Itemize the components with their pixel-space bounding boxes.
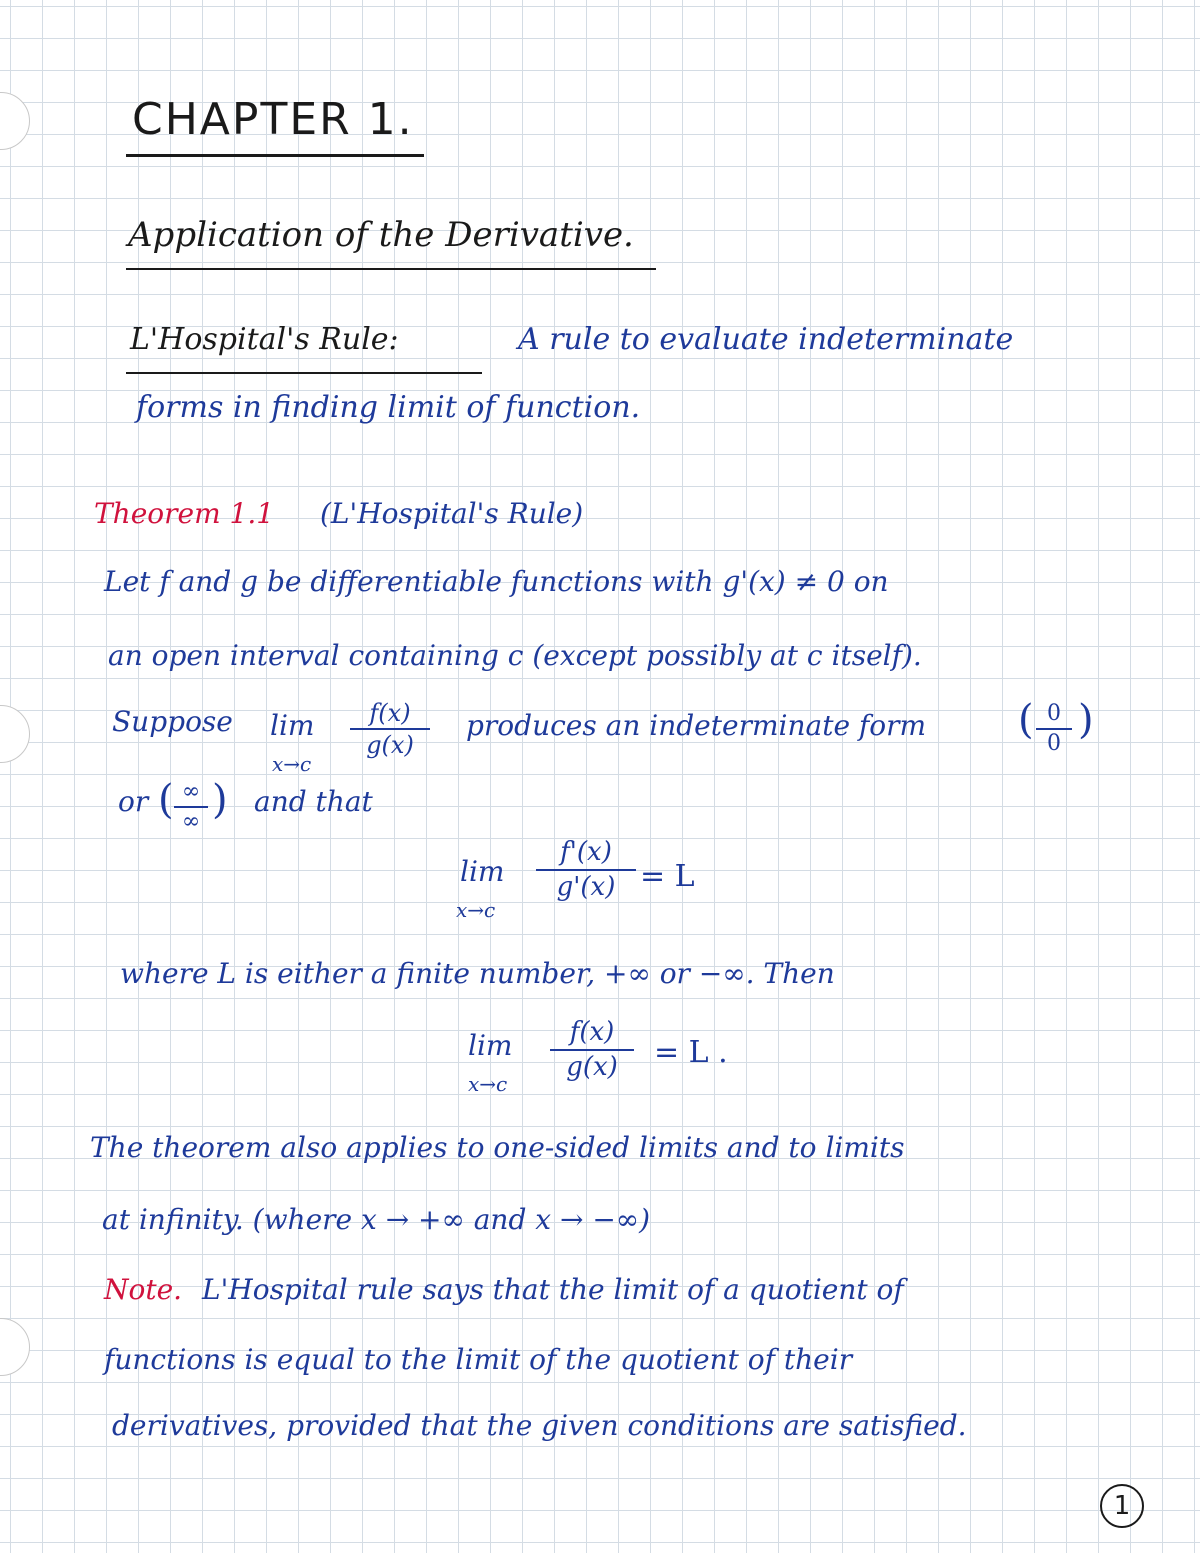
rule-term: L'Hospital's Rule: bbox=[130, 322, 399, 357]
binder-hole-3 bbox=[0, 1318, 30, 1376]
theorem-label: Theorem 1.1 bbox=[94, 497, 275, 530]
fraction-1-numerator: f(x) bbox=[369, 699, 411, 727]
form2-close-paren: ) bbox=[212, 777, 228, 823]
theorem-line2: an open interval containing c (except possibly at c itself). bbox=[108, 639, 922, 672]
extension-line1: The theorem also applies to one-sided limits and to limits bbox=[90, 1131, 905, 1164]
and-that-text: and that bbox=[254, 785, 373, 818]
lim-3: lim bbox=[468, 1029, 513, 1062]
form1-open-paren: ( bbox=[1018, 697, 1034, 743]
form1-denominator: 0 bbox=[1047, 731, 1061, 757]
fraction-2-denominator: g'(x) bbox=[556, 871, 616, 902]
extension-line2: at infinity. (where x → +∞ and x → −∞) bbox=[102, 1203, 651, 1236]
note-label: Note. bbox=[104, 1273, 183, 1306]
chapter-title: CHAPTER 1. bbox=[132, 94, 414, 145]
lim-2-subscript: x→c bbox=[456, 898, 496, 922]
binder-hole-1 bbox=[0, 92, 30, 150]
rule-description-line1: A rule to evaluate indeterminate bbox=[518, 322, 1014, 357]
form1-close-paren: ) bbox=[1078, 697, 1094, 743]
fraction-2-bar bbox=[536, 869, 636, 871]
fraction-fprime-over-gprime bbox=[536, 838, 636, 901]
form2-bar bbox=[174, 806, 208, 808]
or-word: or bbox=[118, 785, 149, 818]
fraction-1-denominator: g(x) bbox=[366, 731, 414, 760]
rule-term-underline bbox=[126, 372, 482, 374]
produces-text: produces an indeterminate form bbox=[466, 709, 927, 742]
note-line3: derivatives, provided that the given conditions are satisfied. bbox=[112, 1409, 967, 1442]
suppose-word: Suppose bbox=[112, 705, 233, 738]
fraction-3-bar bbox=[550, 1049, 634, 1051]
where-line: where L is either a finite number, +∞ or −∞. Then bbox=[120, 957, 835, 990]
rule-description-line2: forms in finding limit of function. bbox=[136, 390, 641, 425]
equals-L-1: = L bbox=[640, 859, 695, 894]
note-line1: L'Hospital rule says that the limit of a quotient of bbox=[202, 1273, 904, 1306]
lim-2: lim bbox=[460, 855, 505, 888]
lim-1: lim bbox=[270, 709, 315, 742]
chapter-subtitle-underline bbox=[126, 268, 656, 270]
form2-denominator: ∞ bbox=[181, 809, 201, 835]
equals-L-2: = L . bbox=[654, 1035, 728, 1070]
form-inf-over-inf bbox=[174, 780, 208, 834]
binder-hole-2 bbox=[0, 705, 30, 763]
fraction-f-over-g-2 bbox=[550, 1018, 634, 1081]
lim-3-subscript: x→c bbox=[468, 1072, 508, 1096]
form1-numerator: 0 bbox=[1047, 701, 1061, 726]
fraction-3-numerator: f(x) bbox=[569, 1017, 615, 1047]
theorem-name: (L'Hospital's Rule) bbox=[320, 497, 584, 530]
lim-1-subscript: x→c bbox=[272, 752, 312, 776]
chapter-subtitle: Application of the Derivative. bbox=[128, 215, 634, 255]
page-number: 1 bbox=[1100, 1484, 1144, 1528]
form2-open-paren: ( bbox=[158, 777, 174, 823]
fraction-f-over-g-1 bbox=[350, 700, 430, 759]
fraction-3-denominator: g(x) bbox=[566, 1051, 618, 1082]
fraction-2-numerator: f'(x) bbox=[560, 837, 612, 867]
note-line2: functions is equal to the limit of the quotient of their bbox=[104, 1343, 853, 1376]
fraction-1-bar bbox=[350, 728, 430, 730]
theorem-line1: Let f and g be differentiable functions with g'(x) ≠ 0 on bbox=[104, 565, 889, 598]
form-zero-over-zero bbox=[1036, 702, 1072, 756]
chapter-title-underline bbox=[126, 154, 424, 157]
form1-bar bbox=[1036, 728, 1072, 730]
form2-numerator: ∞ bbox=[181, 779, 201, 804]
